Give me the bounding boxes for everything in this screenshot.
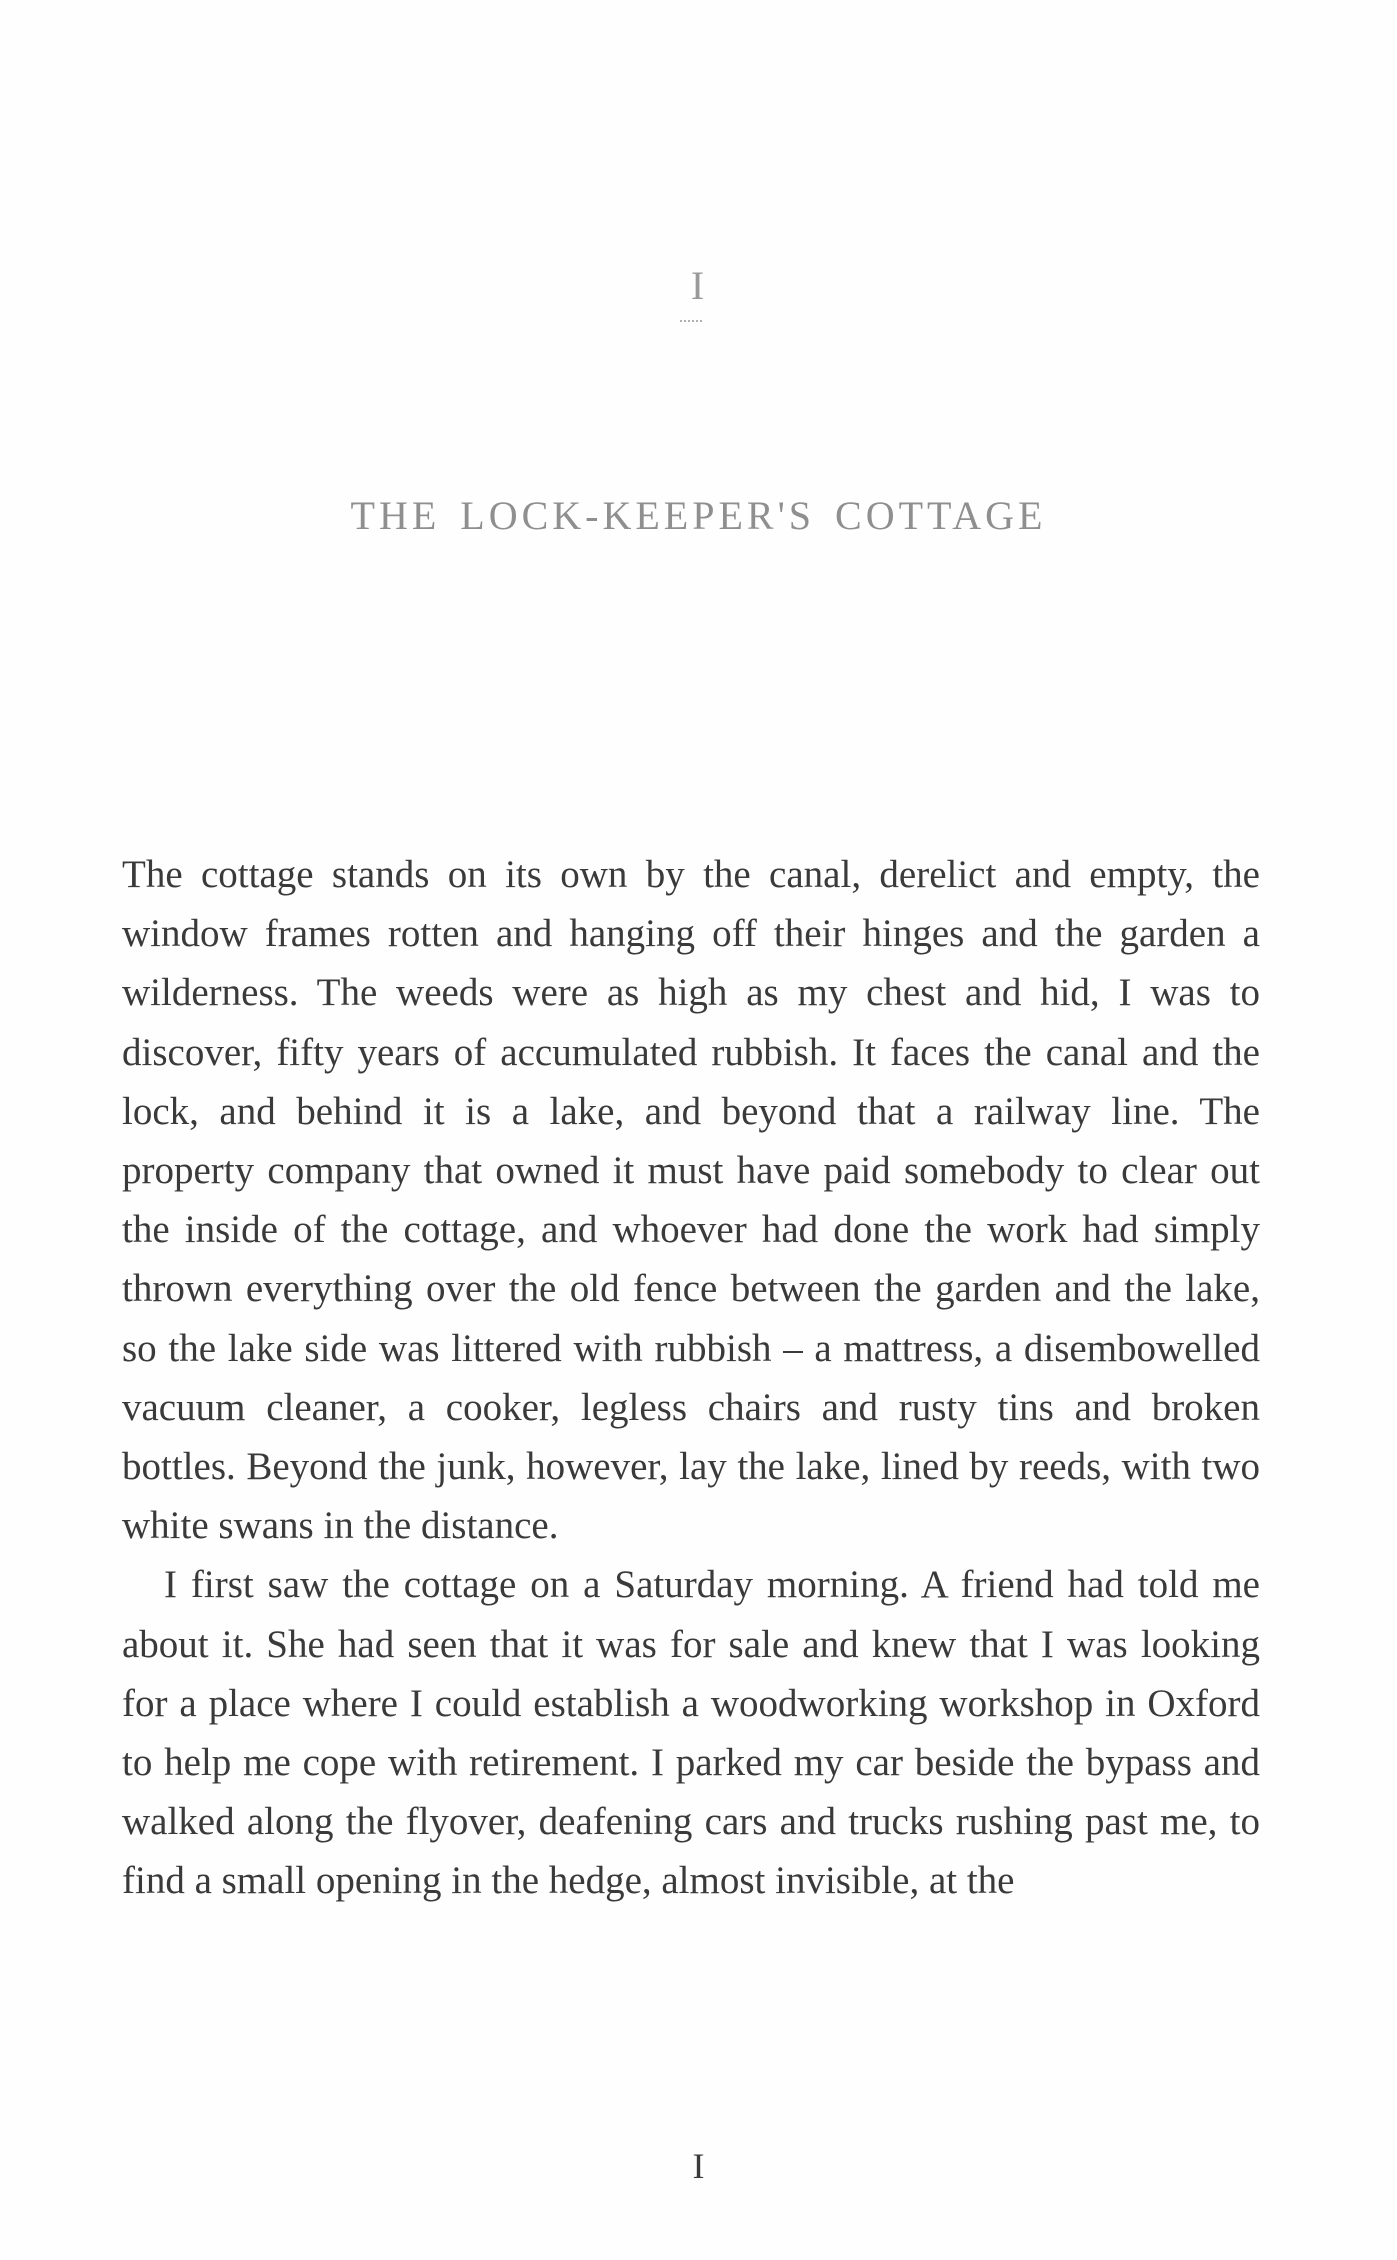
chapter-title: THE LOCK-KEEPER'S COTTAGE (350, 493, 1047, 538)
body-text (122, 845, 1260, 1911)
chapter-number: I (690, 263, 707, 308)
paragraph-2: I first saw the cottage on a Saturday morning. A friend had told me about it. She had seen that it was for sale and knew that I was looking for a place where I could establish a woodworking workshop in Oxford to help me cope with retirement. I parked my car beside the bypass and walked along the flyover, deafening cars and trucks rushing past me, to find a small opening in the hedge, almost invisible, at the (122, 1563, 1260, 1903)
paragraph-1: The cottage stands on its own by the canal, derelict and empty, the window frames rotten and hanging off their hinges and the garden a wilderness. The weeds were as high as my chest and hid, I was to discover, fifty years of accumulated rubbish. It faces the canal and the lock, and behind it is a lake, and beyond that a railway line. The property company that owned it must have paid somebody to clear out the inside of the cottage, and whoever had done the work had simply thrown everything over the old fence between the garden and the lake, so the lake side was littered with rubbish – a mattress, a disembowelled vacuum cleaner, a cooker, legless chairs and rusty tins and broken bottles. Beyond the junk, however, lay the lake, lined by reeds, with two white swans in the distance. (122, 853, 1260, 1548)
chapter-number-rule (680, 320, 702, 322)
page-number: I (692, 2146, 705, 2186)
